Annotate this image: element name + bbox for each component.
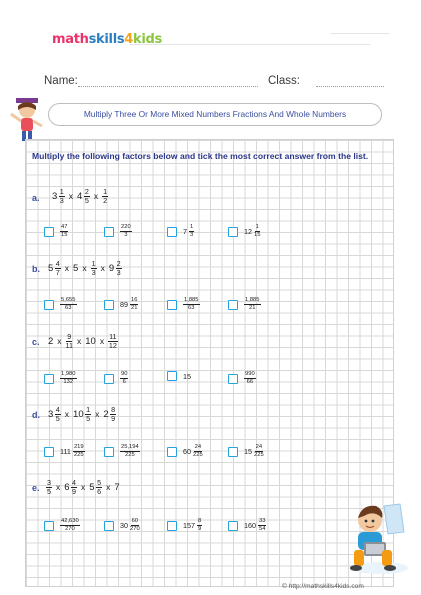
factor: 6 $\frac{4}{9}$ <box>64 478 77 496</box>
question-letter: b. <box>32 264 40 274</box>
question-letter: a. <box>32 193 40 203</box>
question-expression <box>48 333 118 349</box>
answer-checkbox[interactable] <box>228 447 238 457</box>
answer-option[interactable]: 15 <box>167 371 191 381</box>
factor: 9 $\frac{2}{3}$ <box>108 259 121 277</box>
factor: 4 $\frac{2}{5}$ <box>77 187 89 205</box>
answer-checkbox[interactable] <box>44 521 54 531</box>
question-expression <box>46 479 120 495</box>
header-divider-right <box>330 33 390 34</box>
answer-checkbox[interactable] <box>104 374 114 384</box>
answer-checkbox[interactable] <box>104 300 114 310</box>
boy-with-laptop-icon <box>340 498 412 580</box>
worksheet-title: Multiply Three Or More Mixed Numbers Fractions And Whole Numbers <box>48 103 382 126</box>
answer-checkbox[interactable] <box>228 227 238 237</box>
answer-checkbox[interactable] <box>104 447 114 457</box>
grid-paper <box>25 139 394 587</box>
answer-option[interactable]: 30 60 270 <box>104 518 140 533</box>
name-label: Name: <box>44 75 78 87</box>
times-operator: x <box>100 263 105 274</box>
times-operator: x <box>99 336 105 347</box>
answer-checkbox[interactable] <box>44 300 54 310</box>
question-letter: c. <box>32 337 40 347</box>
factor: 3 $\frac{4}{5}$ <box>48 405 60 423</box>
times-operator: x <box>57 336 62 347</box>
question-letter: e. <box>32 483 40 493</box>
times-operator: x <box>81 482 86 493</box>
answer-checkbox[interactable] <box>44 227 54 237</box>
answer-option[interactable]: 90 6 <box>104 371 128 386</box>
logo-skills: skills <box>88 32 125 47</box>
question-letter: d. <box>32 410 40 420</box>
answer-option[interactable]: 1,980 132 <box>44 371 77 386</box>
factor: $\frac{11}{12}$ <box>108 332 117 350</box>
answer-checkbox[interactable] <box>44 447 54 457</box>
answer-option[interactable]: 1,885 21 <box>228 297 261 312</box>
factor: 5 $\frac{5}{6}$ <box>89 478 102 496</box>
times-operator: x <box>77 336 82 347</box>
question-expression <box>48 406 116 422</box>
times-operator: x <box>93 191 99 202</box>
answer-option[interactable]: 47 15 <box>44 224 68 239</box>
answer-option[interactable]: 111 219 225 <box>44 444 85 459</box>
answer-option[interactable]: 1,885 63 <box>167 297 200 312</box>
answer-checkbox[interactable] <box>104 521 114 531</box>
times-operator: x <box>68 191 74 202</box>
times-operator: x <box>56 482 61 493</box>
answer-option[interactable]: 990 66 <box>228 371 256 386</box>
answer-checkbox[interactable] <box>167 371 177 381</box>
factor: 2 <box>48 335 54 347</box>
factor: $\frac{1}{2}$ <box>103 187 108 205</box>
logo-kids: kids <box>133 32 162 47</box>
factor: 5 <box>73 262 79 274</box>
answer-option[interactable]: 220 3 <box>104 224 132 239</box>
answer-checkbox[interactable] <box>228 300 238 310</box>
answer-option[interactable]: 89 16 21 <box>104 297 138 312</box>
answer-checkbox[interactable] <box>167 227 177 237</box>
answer-checkbox[interactable] <box>167 447 177 457</box>
answer-checkbox[interactable] <box>167 521 177 531</box>
factor: 7 <box>114 481 120 493</box>
answer-option[interactable]: 7 1 3 <box>167 224 194 239</box>
factor: 5 $\frac{4}{7}$ <box>48 259 60 277</box>
answer-option[interactable]: 42,630 270 <box>44 518 80 533</box>
factor: $\frac{3}{5}$ <box>47 478 51 496</box>
answer-option[interactable]: 160 33 54 <box>228 518 266 533</box>
website-credit: © http://mathskills4kids.com <box>282 583 364 590</box>
answer-option[interactable]: 60 24 225 <box>167 444 203 459</box>
answer-option[interactable]: 12 1 15 <box>228 224 260 239</box>
factor: 10 $\frac{1}{5}$ <box>73 405 91 423</box>
answer-checkbox[interactable] <box>104 227 114 237</box>
times-operator: x <box>95 409 100 420</box>
factor: 2 $\frac{8}{9}$ <box>103 405 116 423</box>
answer-option[interactable]: 25,194 225 <box>104 444 140 459</box>
answer-checkbox[interactable] <box>228 521 238 531</box>
class-field[interactable] <box>316 86 384 87</box>
times-operator: x <box>64 263 70 274</box>
factor: $\frac{9}{11}$ <box>65 332 74 350</box>
times-operator: x <box>64 409 70 420</box>
answer-checkbox[interactable] <box>228 374 238 384</box>
instructions: Multiply the following factors below and tick the most correct answer from the list. <box>32 151 369 161</box>
class-label: Class: <box>268 75 300 87</box>
question-expression <box>52 188 108 204</box>
times-operator: x <box>106 482 111 493</box>
times-operator: x <box>82 263 87 274</box>
factor: $\frac{1}{3}$ <box>91 259 96 277</box>
answer-checkbox[interactable] <box>44 374 54 384</box>
name-field[interactable] <box>78 86 258 87</box>
logo-math: math <box>52 32 89 47</box>
factor: 10 <box>85 335 96 347</box>
header-divider <box>130 44 370 45</box>
answer-option[interactable]: 15 24 225 <box>228 444 264 459</box>
answer-option[interactable]: 157 8 9 <box>167 518 202 533</box>
answer-checkbox[interactable] <box>167 300 177 310</box>
question-expression <box>48 260 122 276</box>
answer-option[interactable]: 5,655 63 <box>44 297 77 312</box>
factor: 3 $\frac{1}{3}$ <box>52 187 64 205</box>
logo-four: 4 <box>124 32 134 47</box>
